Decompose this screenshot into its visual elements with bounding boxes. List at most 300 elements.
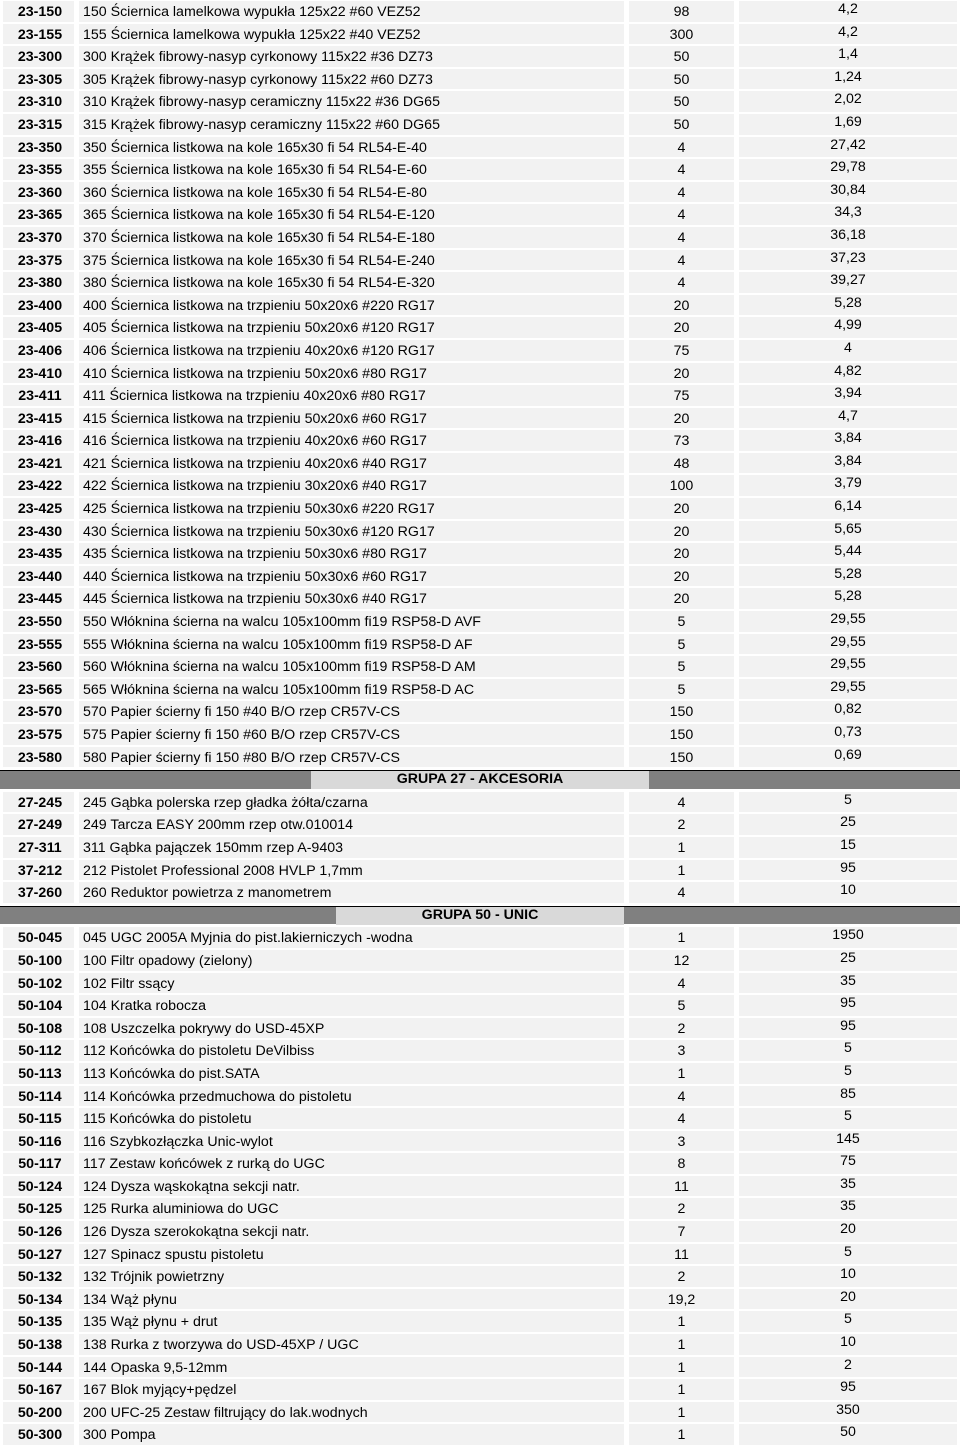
table-row	[0, 565, 960, 588]
item-code: 23-310	[17, 94, 63, 111]
item-quantity: 4	[677, 184, 686, 201]
item-quantity: 5	[677, 681, 686, 698]
table-row	[0, 407, 960, 430]
item-price: 6,14	[834, 498, 862, 515]
table-row	[0, 1265, 960, 1288]
item-code: 50-134	[17, 1291, 63, 1308]
item-price: 5	[844, 791, 852, 808]
item-code: 50-127	[17, 1246, 63, 1263]
item-quantity: 1	[677, 1337, 686, 1354]
table-row	[0, 1333, 960, 1356]
item-price: 145	[836, 1130, 860, 1147]
item-code: 23-355	[17, 162, 63, 179]
item-name: 102 Filtr ssący	[83, 975, 175, 992]
table-row	[0, 587, 960, 610]
item-name: 260 Reduktor powietrza z manometrem	[83, 885, 332, 902]
item-quantity: 50	[673, 49, 690, 66]
item-price: 3,94	[834, 385, 862, 402]
item-code: 50-115	[18, 1111, 62, 1128]
item-code: 50-144	[17, 1359, 63, 1376]
item-code: 23-570	[17, 704, 63, 721]
item-price: 37,23	[830, 249, 866, 266]
item-code: 50-300	[17, 1427, 63, 1444]
item-quantity: 1	[677, 1404, 686, 1421]
item-name: 400 Ściernica listkowa na trzpieniu 50x20x6 #220 RG17	[83, 297, 435, 314]
item-quantity: 4	[677, 207, 686, 224]
item-price: 10	[840, 1266, 856, 1283]
item-quantity: 75	[673, 342, 690, 359]
item-name: 114 Końcówka przedmuchowa do pistoletu	[83, 1088, 352, 1105]
item-price: 95	[840, 995, 856, 1012]
item-price: 4,2	[838, 1, 858, 17]
item-price: 75	[840, 1153, 856, 1170]
table-row	[0, 113, 960, 136]
table-row	[0, 994, 960, 1017]
table-row	[0, 1220, 960, 1243]
item-code: 23-375	[17, 252, 63, 269]
item-quantity: 4	[677, 885, 686, 902]
table-row	[0, 249, 960, 272]
item-quantity: 1	[677, 1382, 686, 1399]
item-quantity: 11	[674, 1178, 689, 1195]
table-row	[0, 1288, 960, 1311]
item-quantity: 1	[677, 1427, 686, 1444]
item-code: 27-245	[17, 794, 63, 811]
item-price: 3,84	[834, 430, 862, 447]
table-row	[0, 723, 960, 746]
table-row	[0, 610, 960, 633]
item-name: 115 Końcówka do pistoletu	[83, 1111, 252, 1128]
item-quantity: 20	[673, 501, 690, 518]
item-code: 23-360	[17, 184, 63, 201]
item-name: 570 Papier ścierny fi 150 #40 B/O rzep CR57V-CS	[83, 704, 401, 721]
item-name: 580 Papier ścierny fi 150 #80 B/O rzep CR57V-CS	[83, 749, 401, 766]
item-code: 23-435	[17, 546, 63, 563]
item-quantity: 5	[677, 998, 686, 1015]
item-quantity: 50	[673, 94, 690, 111]
item-code: 23-411	[18, 388, 62, 405]
item-price: 29,55	[830, 678, 866, 695]
item-price: 85	[840, 1085, 856, 1102]
item-price: 10	[840, 882, 856, 899]
item-quantity: 2	[677, 1020, 686, 1037]
item-quantity: 3	[677, 1133, 686, 1150]
item-code: 23-365	[17, 207, 63, 224]
item-code: 23-370	[17, 229, 63, 246]
item-code: 23-410	[17, 365, 63, 382]
table-row	[0, 1401, 960, 1424]
item-price: 350	[836, 1401, 860, 1418]
cell-background	[79, 1424, 624, 1445]
item-code: 50-045	[17, 930, 63, 947]
group-header-label	[0, 907, 960, 923]
item-price: 34,3	[834, 204, 862, 221]
item-name: 245 Gąbka polerska rzep gładka żółta/czarna	[83, 794, 368, 811]
item-name: 410 Ściernica listkowa na trzpieniu 50x20x6 #80 RG17	[83, 365, 427, 382]
table-row	[0, 226, 960, 249]
table-row	[0, 362, 960, 385]
item-name: 045 UGC 2005A Myjnia do pist.lakierniczych -wodna	[83, 930, 413, 947]
table-row	[0, 158, 960, 181]
item-code: 23-400	[17, 297, 63, 314]
item-price: 5	[844, 1108, 852, 1125]
item-name: 435 Ściernica listkowa na trzpieniu 50x30x6 #80 RG17	[83, 546, 427, 563]
item-quantity: 4	[677, 229, 686, 246]
item-price: 95	[840, 859, 856, 876]
item-quantity: 20	[673, 410, 690, 427]
item-price: 5,44	[834, 543, 862, 560]
item-quantity: 4	[677, 975, 686, 992]
item-code: 50-113	[18, 1065, 62, 1082]
group-title: GRUPA 27 - AKCESORIA	[311, 771, 650, 789]
table-row	[0, 1152, 960, 1175]
table-row	[0, 1085, 960, 1108]
item-quantity: 4	[677, 1111, 686, 1128]
item-code: 23-560	[17, 659, 63, 676]
table-row	[0, 813, 960, 836]
table-row	[0, 678, 960, 701]
table-row	[0, 68, 960, 91]
item-price: 95	[840, 1379, 856, 1396]
item-code: 23-422	[17, 478, 63, 495]
item-code: 23-580	[17, 749, 63, 766]
item-price: 5	[844, 1243, 852, 1260]
item-name: 117 Zestaw końcówek z rurką do UGC	[83, 1156, 325, 1173]
item-code: 50-112	[18, 1043, 62, 1060]
item-quantity: 4	[677, 275, 686, 292]
item-price: 4,99	[834, 317, 862, 334]
item-name: 565 Włóknina ścierna na walcu 105x100mm fi19 RSP58-D AC	[83, 681, 475, 698]
item-name: 310 Krążek fibrowy-nasyp ceramiczny 115x22 #36 DG65	[83, 94, 440, 111]
item-name: 415 Ściernica listkowa na trzpieniu 50x20x6 #60 RG17	[83, 410, 427, 427]
item-code: 50-200	[17, 1404, 63, 1421]
item-code: 23-550	[17, 614, 63, 631]
item-price: 36,18	[830, 226, 866, 243]
item-quantity: 5	[677, 636, 686, 653]
item-quantity: 11	[674, 1246, 689, 1263]
item-name: 421 Ściernica listkowa na trzpieniu 40x20x6 #40 RG17	[83, 455, 427, 472]
item-price: 3,79	[834, 475, 862, 492]
item-code: 23-305	[17, 71, 63, 88]
item-quantity: 4	[677, 794, 686, 811]
item-quantity: 300	[669, 26, 694, 43]
item-name: 430 Ściernica listkowa na trzpieniu 50x30x6 #120 RG17	[83, 523, 435, 540]
item-code: 50-167	[17, 1382, 63, 1399]
item-price: 39,27	[830, 272, 866, 289]
item-name: 300 Krążek fibrowy-nasyp cyrkonowy 115x22 #36 DZ73	[83, 49, 433, 66]
table-row	[0, 452, 960, 475]
item-code: 23-440	[17, 568, 63, 585]
item-name: 360 Ściernica listkowa na kole 165x30 fi 54 RL54-E-80	[83, 184, 427, 201]
item-price: 35	[840, 972, 856, 989]
table-row	[0, 1039, 960, 1062]
group-header	[0, 904, 960, 927]
item-name: 560 Włóknina ścierna na walcu 105x100mm fi19 RSP58-D AM	[83, 659, 476, 676]
table-row	[0, 949, 960, 972]
item-code: 27-311	[18, 839, 62, 856]
table-row	[0, 474, 960, 497]
table-row	[0, 655, 960, 678]
item-code: 37-212	[17, 862, 63, 879]
item-price: 95	[840, 1017, 856, 1034]
item-quantity: 20	[673, 591, 690, 608]
item-name: 134 Wąż płynu	[83, 1291, 177, 1308]
item-code: 23-415	[17, 410, 63, 427]
table-row	[0, 1310, 960, 1333]
table-row	[0, 1130, 960, 1153]
item-code: 23-425	[17, 501, 63, 518]
item-price: 1950	[832, 927, 864, 944]
item-quantity: 2	[677, 1201, 686, 1218]
item-price: 3,84	[834, 452, 862, 469]
item-quantity: 1	[677, 862, 686, 879]
item-price: 4	[844, 339, 852, 356]
item-name: 311 Gąbka pajączek 150mm rzep A-9403	[83, 839, 343, 856]
item-price: 29,55	[830, 633, 866, 650]
item-price: 35	[840, 1175, 856, 1192]
item-price: 5,65	[834, 520, 862, 537]
item-price: 2,02	[834, 91, 862, 108]
table-row	[0, 316, 960, 339]
item-price: 50	[840, 1424, 856, 1441]
table-row	[0, 746, 960, 769]
table-row	[0, 294, 960, 317]
item-quantity: 1	[677, 839, 686, 856]
item-quantity: 1	[677, 1314, 686, 1331]
item-name: 155 Ściernica lamelkowa wypukła 125x22 #40 VEZ52	[83, 26, 421, 43]
item-code: 23-300	[17, 49, 63, 66]
item-price: 30,84	[830, 181, 866, 198]
item-name: 305 Krążek fibrowy-nasyp cyrkonowy 115x22 #60 DZ73	[83, 71, 433, 88]
item-code: 50-132	[17, 1269, 63, 1286]
item-price: 2	[844, 1356, 852, 1373]
item-quantity: 7	[677, 1224, 686, 1241]
group-header	[0, 768, 960, 791]
item-quantity: 12	[673, 952, 690, 969]
item-quantity: 4	[677, 252, 686, 269]
group-title: GRUPA 50 - UNIC	[336, 907, 625, 925]
item-quantity: 4	[677, 1088, 686, 1105]
item-price: 29,55	[830, 611, 866, 628]
item-price: 1,4	[838, 46, 858, 63]
item-quantity: 150	[669, 727, 694, 743]
item-quantity: 50	[673, 116, 690, 133]
item-code: 37-260	[17, 885, 63, 902]
item-price: 5	[844, 1311, 852, 1328]
item-name: 150 Ściernica lamelkowa wypukła 125x22 #60 VEZ52	[83, 4, 421, 20]
item-quantity: 4	[677, 162, 686, 179]
item-quantity: 20	[673, 546, 690, 563]
item-quantity: 19,2	[667, 1291, 696, 1308]
table-row	[0, 0, 960, 23]
item-quantity: 150	[669, 704, 694, 721]
item-quantity: 150	[669, 749, 694, 766]
item-code: 50-138	[17, 1337, 63, 1354]
item-quantity: 1	[677, 930, 686, 947]
item-code: 50-100	[17, 952, 63, 969]
item-code: 27-249	[17, 817, 63, 834]
item-quantity: 98	[673, 4, 690, 20]
item-code: 50-102	[17, 975, 63, 992]
item-code: 23-150	[17, 4, 63, 20]
table-row	[0, 429, 960, 452]
item-quantity: 2	[677, 1269, 686, 1286]
item-name: 445 Ściernica listkowa na trzpieniu 50x30x6 #40 RG17	[83, 591, 427, 608]
item-price: 0,69	[834, 746, 862, 763]
item-name: 100 Filtr opadowy (zielony)	[83, 952, 253, 969]
table-row	[0, 45, 960, 68]
item-price: 29,78	[830, 159, 866, 176]
item-price: 4,2	[838, 23, 858, 40]
item-name: 127 Spinacz spustu pistoletu	[83, 1246, 264, 1263]
table-row	[0, 859, 960, 882]
table-row	[0, 1243, 960, 1266]
item-price: 0,82	[834, 701, 862, 718]
item-price: 25	[840, 814, 856, 831]
item-price: 5	[844, 1040, 852, 1057]
item-code: 23-380	[17, 275, 63, 292]
item-name: 370 Ściernica listkowa na kole 165x30 fi 54 RL54-E-180	[83, 229, 435, 246]
item-quantity: 73	[673, 433, 690, 450]
item-name: 104 Kratka robocza	[83, 998, 207, 1015]
item-price: 10	[840, 1334, 856, 1351]
item-price: 20	[840, 1288, 856, 1305]
item-quantity: 20	[673, 320, 690, 337]
item-name: 440 Ściernica listkowa na trzpieniu 50x30x6 #60 RG17	[83, 568, 427, 585]
item-quantity: 75	[673, 388, 690, 405]
item-name: 411 Ściernica listkowa na trzpieniu 40x20x6 #80 RG17	[83, 388, 426, 405]
item-code: 50-104	[17, 998, 63, 1015]
item-price: 29,55	[830, 656, 866, 673]
item-quantity: 5	[677, 659, 686, 676]
table-row	[0, 203, 960, 226]
item-name: 112 Końcówka do pistoletu DeVilbiss	[83, 1043, 315, 1060]
table-row	[0, 90, 960, 113]
table-row	[0, 1175, 960, 1198]
item-quantity: 2	[677, 817, 686, 834]
item-name: 132 Trójnik powietrzny	[83, 1269, 225, 1286]
item-name: 406 Ściernica listkowa na trzpieniu 40x20x6 #120 RG17	[83, 342, 435, 359]
table-row	[0, 836, 960, 859]
item-name: 350 Ściernica listkowa na kole 165x30 fi 54 RL54-E-40	[83, 139, 427, 156]
item-name: 135 Wąż płynu + drut	[83, 1314, 218, 1331]
item-quantity: 48	[673, 455, 690, 472]
item-code: 23-421	[17, 455, 63, 472]
item-code: 50-126	[17, 1224, 63, 1241]
table-row	[0, 1197, 960, 1220]
item-price: 5,28	[834, 588, 862, 605]
table-row	[0, 520, 960, 543]
item-price: 27,42	[830, 136, 866, 153]
item-name: 125 Rurka aluminiowa do UGC	[83, 1201, 279, 1218]
item-name: 300 Pompa	[83, 1427, 156, 1444]
table-row	[0, 791, 960, 814]
item-price: 1,69	[834, 113, 862, 130]
table-row	[0, 1062, 960, 1085]
item-code: 23-416	[17, 433, 63, 450]
item-name: 124 Dysza wąskokątna sekcji natr.	[83, 1178, 300, 1195]
item-name: 422 Ściernica listkowa na trzpieniu 30x20x6 #40 RG17	[83, 478, 427, 495]
item-code: 23-565	[17, 681, 63, 698]
item-name: 425 Ściernica listkowa na trzpieniu 50x30x6 #220 RG17	[83, 501, 435, 518]
table-row	[0, 633, 960, 656]
item-quantity: 1	[677, 1065, 686, 1082]
table-row	[0, 700, 960, 723]
table-row	[0, 23, 960, 46]
item-code: 50-125	[17, 1201, 63, 1218]
item-quantity: 20	[673, 523, 690, 540]
table-row	[0, 972, 960, 995]
item-name: 167 Blok myjący+pędzel	[83, 1382, 237, 1399]
item-price: 25	[840, 949, 856, 966]
item-name: 116 Szybkozłączka Unic-wylot	[83, 1133, 273, 1150]
item-name: 550 Włóknina ścierna na walcu 105x100mm fi19 RSP58-D AVF	[83, 614, 481, 631]
item-name: 375 Ściernica listkowa na kole 165x30 fi 54 RL54-E-240	[83, 252, 435, 269]
table-row	[0, 339, 960, 362]
table-row	[0, 542, 960, 565]
item-code: 50-108	[17, 1020, 63, 1037]
item-name: 365 Ściernica listkowa na kole 165x30 fi 54 RL54-E-120	[83, 207, 435, 224]
item-quantity: 20	[673, 365, 690, 382]
item-price: 1,24	[834, 68, 862, 85]
item-price: 0,73	[834, 724, 862, 740]
item-name: 138 Rurka z tworzywa do USD-45XP / UGC	[83, 1337, 359, 1354]
item-name: 380 Ściernica listkowa na kole 165x30 fi 54 RL54-E-320	[83, 275, 435, 292]
item-price: 5	[844, 1062, 852, 1079]
item-name: 416 Ściernica listkowa na trzpieniu 40x20x6 #60 RG17	[83, 433, 427, 450]
item-name: 249 Tarcza EASY 200mm rzep otw.010014	[83, 817, 353, 834]
item-quantity: 1	[677, 1359, 686, 1376]
item-quantity: 20	[673, 568, 690, 585]
table-row	[0, 1378, 960, 1401]
item-code: 50-135	[17, 1314, 63, 1331]
item-code: 23-555	[17, 636, 63, 653]
item-quantity: 20	[673, 297, 690, 314]
item-code: 50-124	[17, 1178, 63, 1195]
item-name: 212 Pistolet Professional 2008 HVLP 1,7mm	[83, 862, 363, 879]
item-name: 405 Ściernica listkowa na trzpieniu 50x20x6 #120 RG17	[83, 320, 435, 337]
table-row	[0, 1423, 960, 1446]
item-code: 23-405	[17, 320, 63, 337]
item-quantity: 50	[673, 71, 690, 88]
item-price: 4,7	[838, 407, 858, 424]
item-code: 50-114	[18, 1088, 62, 1105]
item-quantity: 100	[669, 478, 694, 495]
item-name: 315 Krążek fibrowy-nasyp ceramiczny 115x22 #60 DG65	[83, 116, 440, 133]
item-name: 144 Opaska 9,5-12mm	[83, 1359, 228, 1376]
table-row	[0, 926, 960, 949]
item-quantity: 4	[677, 139, 686, 156]
item-name: 200 UFC-25 Zestaw filtrujący do lak.wodnych	[83, 1404, 368, 1421]
item-name: 555 Włóknina ścierna na walcu 105x100mm fi19 RSP58-D AF	[83, 636, 473, 653]
item-code: 23-430	[17, 523, 63, 540]
item-name: 575 Papier ścierny fi 150 #60 B/O rzep CR57V-CS	[83, 727, 401, 743]
table-row	[0, 181, 960, 204]
table-row	[0, 1356, 960, 1379]
table-row	[0, 497, 960, 520]
item-price: 5,28	[834, 294, 862, 311]
item-code: 23-575	[17, 727, 63, 743]
table-row	[0, 881, 960, 904]
table-row	[0, 384, 960, 407]
item-price: 4,82	[834, 362, 862, 379]
table-row	[0, 271, 960, 294]
item-name: 355 Ściernica listkowa na kole 165x30 fi 54 RL54-E-60	[83, 162, 427, 179]
item-code: 23-445	[17, 591, 63, 608]
table-row	[0, 136, 960, 159]
table-row	[0, 1017, 960, 1040]
item-code: 23-315	[17, 116, 63, 133]
